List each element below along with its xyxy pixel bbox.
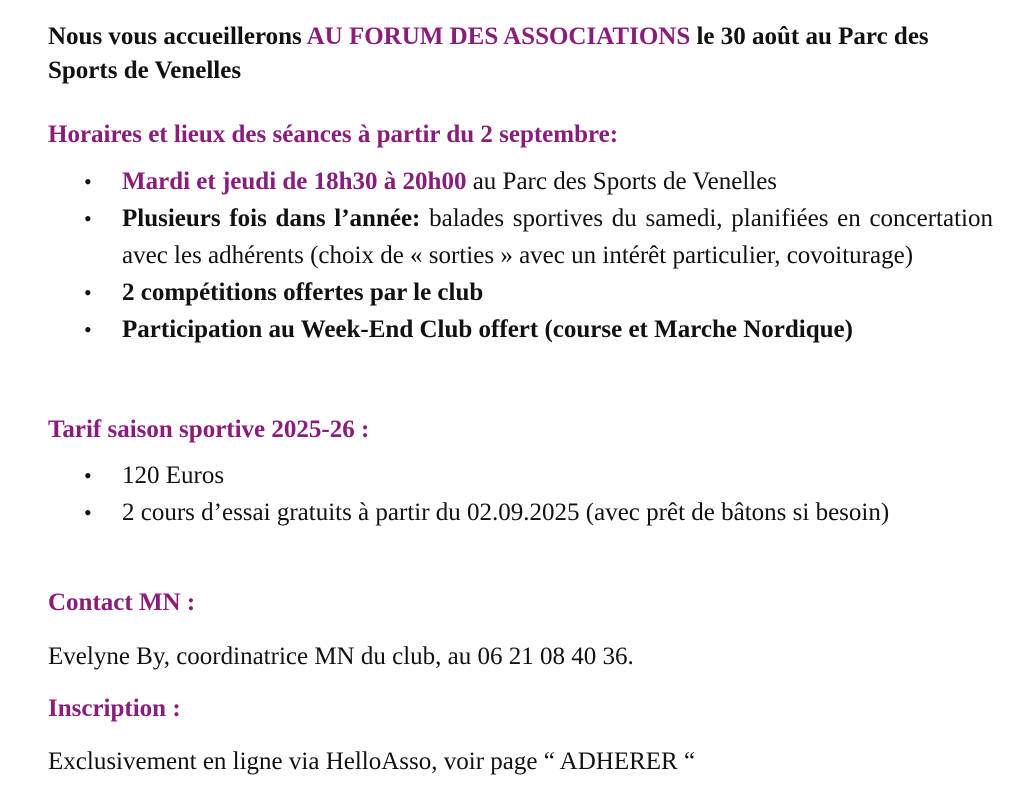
schedule-item-days-bold: Mardi et jeudi de 18h30 à 20h00 (122, 168, 467, 195)
schedule-item-days (48, 163, 993, 200)
bullet-icon: • (84, 500, 92, 525)
intro-paragraph (48, 20, 993, 88)
schedule-item-days-text: au Parc des Sports de Venelles (466, 168, 778, 195)
schedule-item-weekend (48, 311, 993, 348)
inscription-text: Exclusivement en ligne via HelloAsso, voir page “ ADHERER “ (48, 748, 696, 775)
schedule-list (48, 163, 993, 348)
bullet-icon: • (84, 206, 92, 231)
intro-text-after: le 30 août au Parc des Sports de Venelles (48, 23, 929, 84)
tarif-heading: Tarif saison sportive 2025-26 : (48, 416, 370, 443)
bullet-icon: • (84, 169, 92, 194)
schedule-item-weekend-bold: Participation au Week-End Club offert (course et Marche Nordique) (122, 316, 853, 343)
intro-text-before: Nous vous accueillerons (48, 23, 307, 50)
inscription-heading: Inscription : (48, 695, 181, 722)
schedule-item-outings-bold: Plusieurs fois dans l’année: (122, 205, 421, 232)
schedule-item-competitions (48, 274, 993, 311)
tarif-item-trial (48, 494, 993, 531)
tarif-list (48, 457, 993, 531)
contact-heading: Contact MN : (48, 589, 196, 616)
schedule-item-outings (48, 200, 993, 274)
bullet-icon: • (84, 317, 92, 342)
contact-text: Evelyne By, coordinatrice MN du club, au 06 21 08 40 36. (48, 643, 634, 670)
schedule-item-competitions-bold: 2 compétitions offertes par le club (122, 279, 484, 306)
bullet-icon: • (84, 280, 92, 305)
tarif-item-trial-text: 2 cours d’essai gratuits à partir du 02.09.2025 (avec prêt de bâtons si besoin) (122, 499, 890, 526)
forum-highlight: AU FORUM DES ASSOCIATIONS (306, 23, 691, 50)
schedule-item-outings-text: balades sportives du samedi, planifiées en concertation avec les adhérents (choix de « sorties » avec un intérêt particulier, covoiturage) (122, 205, 993, 269)
bullet-icon: • (84, 463, 92, 488)
schedule-heading: Horaires et lieux des séances à partir du 2 septembre: (48, 121, 619, 148)
tarif-item-price (48, 457, 993, 494)
tarif-item-price-text: 120 Euros (122, 462, 225, 489)
